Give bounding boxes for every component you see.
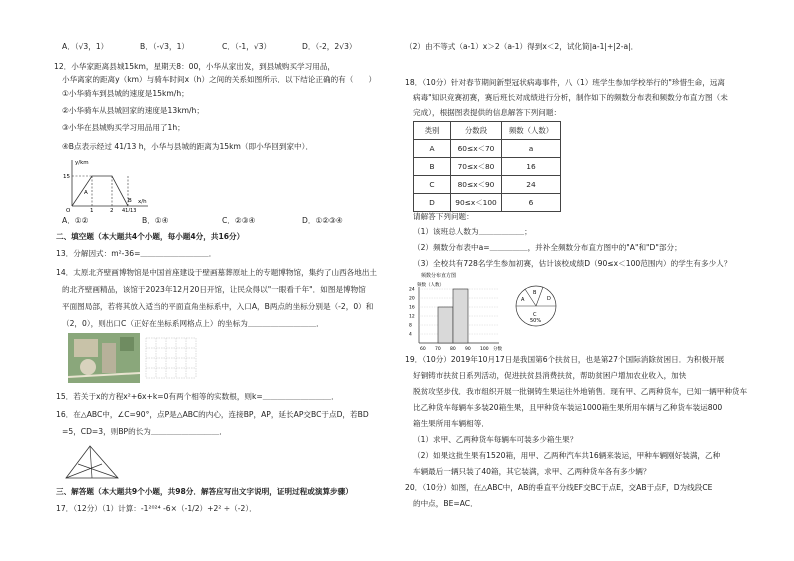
q19-sub-2: （2）如果这批生果有1520箱，用甲、乙两种汽车共16辆来装运，甲种车辆刚好装满，乙种 xyxy=(413,451,721,460)
triangle-figure xyxy=(62,442,122,482)
table-cell: 70≤x＜80 xyxy=(451,158,502,176)
table-cell: 24 xyxy=(502,176,561,194)
table-header: 类别 xyxy=(414,122,451,140)
q12-statement-3: ③小华在县城购买学习用品用了1h； xyxy=(62,123,185,132)
q11-option-c: C．（-1，√3） xyxy=(222,42,272,51)
q14-line-1: 14．太原北齐壁画博物馆是中国首座建设于壁画墓葬原址上的专题博物馆，集约了山西各地出土 xyxy=(56,268,378,277)
graph-point-a: A xyxy=(84,190,88,196)
table-cell: C xyxy=(414,176,451,194)
q14-line-2: 的北齐壁画精品，该馆于2023年12月20日开馆，让民众得以"一眼看千年"．如图是博物馆 xyxy=(62,285,366,294)
histogram-y-tick: 20 xyxy=(409,296,415,302)
q12-option-b: B．①④ xyxy=(142,216,169,225)
q19-line-5: 箱生果所用车辆相等． xyxy=(413,419,489,428)
q14-line-4: （2，0），则出口C（正好在坐标系网格点上）的坐标为＿＿＿＿＿＿＿＿＿． xyxy=(62,319,324,328)
histogram-y-tick: 4 xyxy=(409,332,412,338)
q18-sub-1: （1）该班总人数为＿＿＿＿＿＿； xyxy=(413,227,532,236)
q14-line-3: 平面图局部，若将其放入适当的平面直角坐标系中，入口A，B两点的坐标分别是（-2，0）和 xyxy=(62,302,374,311)
histogram-y-tick: 24 xyxy=(409,287,415,293)
pie-percent: 50% xyxy=(530,318,542,324)
histogram-y-tick: 8 xyxy=(409,323,412,329)
histogram-x-tick: 80 xyxy=(450,347,456,351)
histogram-bar xyxy=(453,289,468,343)
q16-line-2: =5，CD=3，则BP的长为＿＿＿＿＿＿＿＿＿． xyxy=(62,427,227,436)
q12-statement-1: ①小华骑车到县城的速度是15km/h； xyxy=(62,89,189,98)
section-2-heading: 二、填空题（本大题共4个小题，每小题4分，共16分） xyxy=(56,232,245,241)
q19-line-4: 比乙种货车每辆车多装20箱生果，且甲种货车装运1000箱生果所用车辆与乙种货车装运800 xyxy=(413,403,723,412)
q16-line-1: 16．在△ABC中，∠C=90°，点P是△ABC的内心，连接BP，AP，延长AP交BC于点D，若BD xyxy=(56,410,369,419)
q12-line-2: 小华离家的距离y（km）与骑车时间x（h）之间的关系如图所示．以下结论正确的有（ ） xyxy=(62,75,377,84)
histogram-y-tick: 12 xyxy=(409,314,415,320)
table-cell: D xyxy=(414,194,451,212)
histogram-x-tick: 90 xyxy=(465,347,471,351)
q20-line-2: 的中点，BE=AC． xyxy=(413,499,478,508)
q17-part-1: 17．（12分）（1）计算：-1²⁰²⁴ -6×（-1/2）+2² ÷（-2）． xyxy=(56,504,257,513)
graph-x-tick-3: 41/13 xyxy=(122,208,137,212)
histogram-x-label: 分数 xyxy=(493,347,502,351)
q13-text: 13．分解因式：m²-36=＿＿＿＿＿＿＿＿＿． xyxy=(56,249,217,258)
histogram-y-label: 频数（人数） xyxy=(417,283,444,288)
graph-x-tick-2: 2 xyxy=(110,208,114,212)
q12-option-d: D．①②③④ xyxy=(302,216,343,225)
table-row xyxy=(414,194,561,212)
graph-x-tick-1: 1 xyxy=(90,208,94,212)
table-header: 频数（人数） xyxy=(502,122,561,140)
q11-option-d: D．（-2，2√3） xyxy=(302,42,357,51)
q19-line-2: 好铜铸市扶贫日系列活动，促进扶贫县消费扶贫，帮助贫困户增加农业收入，加快 xyxy=(413,371,687,380)
table-cell: 60≤x＜70 xyxy=(451,140,502,158)
q18-sub-2: （2）频数分布表中a=＿＿＿＿＿，并补全频数分布直方图中的"A"和"D"部分； xyxy=(413,243,682,252)
museum-map-figure xyxy=(68,333,140,383)
q11-option-b: B．（-√3，1） xyxy=(140,42,190,51)
q19-sub-1: （1）求甲、乙两种货车每辆车可装多少箱生果？ xyxy=(413,435,578,444)
q15-text: 15．若关于x的方程x²+6x+k=0有两个相等的实数根，则k=＿＿＿＿＿＿＿＿＿． xyxy=(56,392,339,401)
graph-y-tick: 15 xyxy=(63,174,70,180)
q12-option-c: C．②③④ xyxy=(222,216,256,225)
table-row xyxy=(414,176,561,194)
table-cell: 16 xyxy=(502,158,561,176)
histogram-x-tick: 70 xyxy=(435,347,441,351)
q20-line-1: 20．（10分）如图，在△ABC中，AB的垂直平分线EF交BC于点E，交AB于点F，D为线段CE xyxy=(405,483,713,492)
table-cell: 6 xyxy=(502,194,561,212)
histogram-y-tick: 16 xyxy=(409,305,415,311)
table-header: 分数段 xyxy=(451,122,502,140)
histogram-x-tick: 100 xyxy=(480,347,489,351)
table-row xyxy=(414,158,561,176)
pie-chart xyxy=(513,283,559,333)
distance-time-graph xyxy=(62,156,152,212)
q19-sub-2-cont: 车辆最后一辆只装了40箱，其它装满，求甲、乙两种货车各有多少辆？ xyxy=(413,467,651,476)
q18-line-2: 病毒"知识竞赛初赛，赛后班长对成绩进行分析，制作如下的频数分布表和频数分布直方图（未 xyxy=(413,93,728,102)
q18-sub-3: （3）全校共有728名学生参加初赛，估计该校成绩D（90≤x＜100范围内）的学生有多少人？ xyxy=(413,259,732,268)
q12-statement-4: ④B点表示经过 41/13 h，小华与县城的距离为15km（即小华回到家中）． xyxy=(62,142,314,151)
graph-y-label: y/km xyxy=(75,160,89,166)
pie-label-d: D xyxy=(547,296,551,302)
pie-label-c: C xyxy=(533,312,537,318)
q11-option-a: A．（√3，1） xyxy=(62,42,109,51)
histogram-title: 频数分布直方图 xyxy=(421,273,457,279)
pie-label-a: A xyxy=(521,297,525,303)
q18-line-1: 18．（10分）针对春节期间新型冠状病毒事件，八（1）班学生参加学校举行的"珍惜生命，远离 xyxy=(405,78,726,87)
table-cell: B xyxy=(414,158,451,176)
q19-line-3: 脱贫攻坚步伐．我市组织开展一批铜铸生果运往外地销售．现有甲、乙两种货车，已知一辆甲种货车 xyxy=(413,387,748,396)
q19-line-1: 19．（10分）2019年10月17日是我国第6个扶贫日，也是第27个国际消除贫困日．为积极开展 xyxy=(405,355,725,364)
q12-line-1: 12．小华家距离县城15km，星期天8：00，小华从家出发，到县城购买学习用品， xyxy=(54,62,336,71)
table-cell: 80≤x＜90 xyxy=(451,176,502,194)
table-cell: A xyxy=(414,140,451,158)
graph-origin: O xyxy=(66,208,71,212)
pie-label-b: B xyxy=(533,290,537,296)
table-header-row xyxy=(414,122,561,140)
frequency-table xyxy=(413,121,561,212)
q12-statement-2: ②小华骑车从县城回家的速度是13km/h； xyxy=(62,106,204,115)
q17-part-2: （2）由不等式（a-1）x＞2（a-1）得到x＜2，试化简|a-1|+|2-a|． xyxy=(405,42,639,51)
q12-option-a: A．①② xyxy=(62,216,89,225)
table-cell: 90≤x＜100 xyxy=(451,194,502,212)
q18-prompt: 请解答下列问题： xyxy=(413,212,474,221)
graph-point-b: B xyxy=(128,198,132,204)
histogram-bar xyxy=(438,307,453,343)
histogram-x-tick: 60 xyxy=(420,347,426,351)
graph-x-label: x/h xyxy=(138,199,147,205)
table-row xyxy=(414,140,561,158)
museum-grid-figure xyxy=(142,333,200,383)
frequency-histogram xyxy=(407,271,507,351)
table-cell: a xyxy=(502,140,561,158)
q18-line-3: 完成），根据图表提供的信息解答下列问题： xyxy=(413,108,562,117)
section-3-heading: 三、解答题（本大题共9个小题，共98分．解答应写出文字说明，证明过程或演算步骤） xyxy=(56,487,353,496)
